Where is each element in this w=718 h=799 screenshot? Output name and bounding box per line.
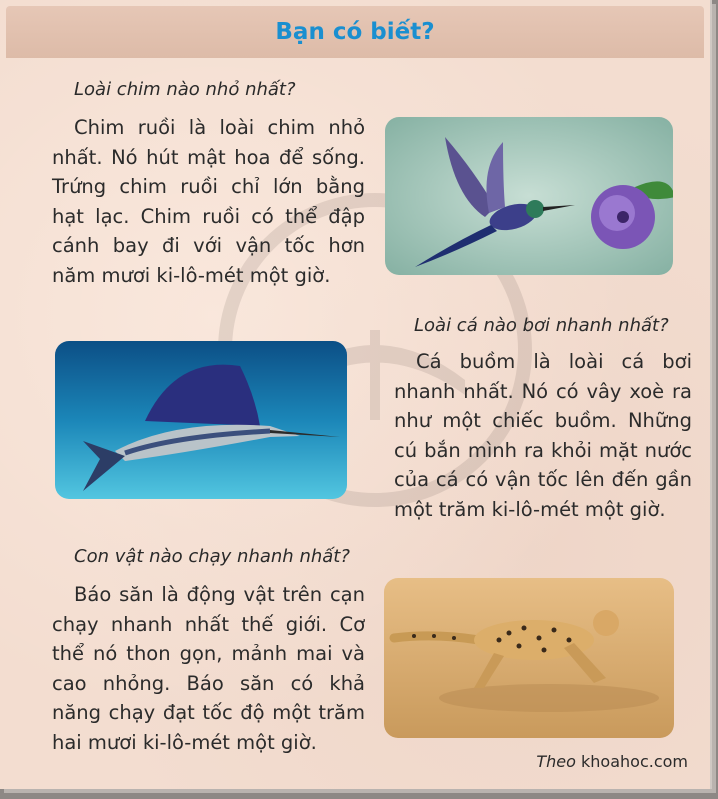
credit-source: khoahoc.com <box>581 752 688 771</box>
flower-icon <box>591 185 655 249</box>
paragraph-sailfish: Cá buồm là loài cá bơi nhanh nhất. Nó có vây xoè ra như một chiếc buồm. Những cú bắn mình ra khỏi mặt nước của cá có vận tốc lên đến gần một trăm ki-lô-mét một giờ. <box>394 350 692 521</box>
credit-prefix: Theo <box>536 752 576 771</box>
page-title: Bạn có biết? <box>275 19 435 45</box>
header-banner <box>6 6 704 58</box>
cheetah-photo <box>384 578 674 738</box>
source-credit <box>536 752 688 771</box>
paragraph-cheetah: Báo săn là động vật trên cạn chạy nhanh nhất thế giới. Cơ thể nó thon gọn, mảnh mai và cao nhỏng. Báo săn có khả năng chạy đạt tốc độ một trăm hai mươi ki-lô-mét một giờ. <box>52 583 365 754</box>
hummingbird-photo <box>385 117 673 275</box>
paragraph-hummingbird: Chim ruồi là loài chim nhỏ nhất. Nó hút mật hoa để sống. Trứng chim ruồi chỉ lớn bằng hạt lạc. Chim ruồi có thể đập cánh bay đi với vận tốc hơn năm mươi ki-lô-mét một giờ. <box>52 116 365 287</box>
question-fastest-animal: Con vật nào chạy nhanh nhất? <box>74 546 350 567</box>
sailfish-photo <box>55 341 347 499</box>
question-fastest-fish: Loài cá nào bơi nhanh nhất? <box>414 315 669 336</box>
question-smallest-bird: Loài chim nào nhỏ nhất? <box>74 79 296 100</box>
